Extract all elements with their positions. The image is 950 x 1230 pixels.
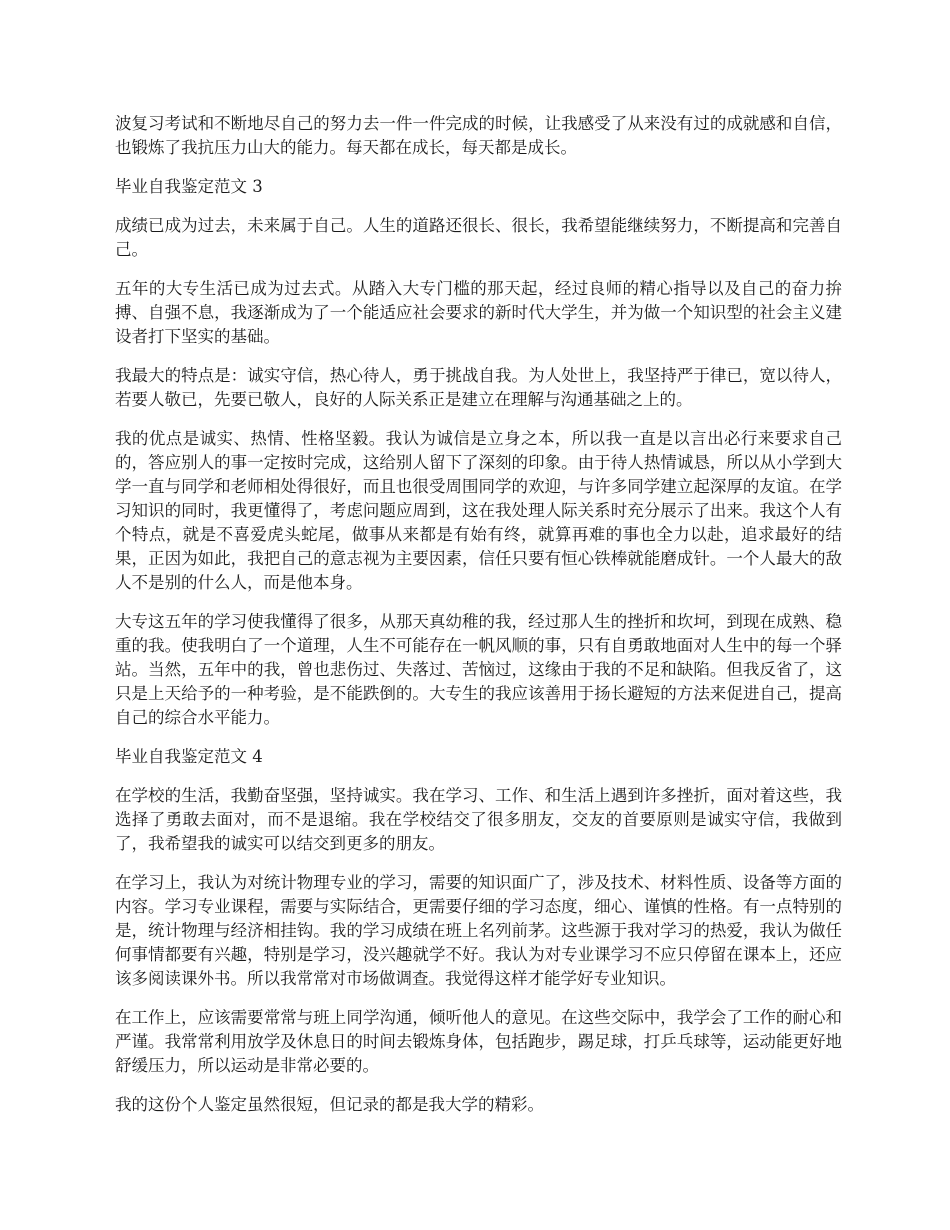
section-heading-4: 毕业自我鉴定范文 4	[115, 747, 263, 766]
paragraph-5: 我的优点是诚实、热情、性格坚毅。我认为诚信是立身之本，所以我一直是以言出必行来要求自己的，答应别人的事一定按时完成，这给别人留下了深刻的印象。由于待人热情诚恳，所以从小学到大学一直与同学和老师相处得很好，而且也很受周围同学的欢迎，与许多同学建立起深厚的友谊。在学习知识的同时，我更懂得了，考虑问题应周到，这在我处理人际关系时充分展示了出来。我这个人有个特点，就是不喜爱虎头蛇尾，做事从来都是有始有终，就算再难的事也全力以赴，追求最好的结果，正因为如此，我把自己的意志视为主要因素，信任只要有恒心铁棒就能磨成针。一个人最大的敌人不是别的什么人，而是他本身。	[115, 429, 842, 592]
paragraph-1: 波复习考试和不断地尽自己的努力去一件一件完成的时候，让我感受了从来没有过的成就感和自信，也锻炼了我抗压力山大的能力。每天都在成长，每天都是成长。	[115, 114, 842, 157]
paragraph-8: 在学习上，我认为对统计物理专业的学习，需要的知识面广了，涉及技术、材料性质、设备等方面的内容。学习专业课程，需要与实际结合，更需要仔细的学习态度，细心、谨慎的性格。有一点特别的是，统计物理与经济相挂钩。我的学习成绩在班上名列前茅。这些源于我对学习的热爱，我认为做任何事情都要有兴趣，特别是学习，没兴趣就学不好。我认为对专业课学习不应只停留在课本上，还应该多阅读课外书。所以我常常对市场做调查。我觉得这样才能学好专业知识。	[115, 873, 842, 988]
section-heading-3: 毕业自我鉴定范文 3	[115, 177, 263, 196]
paragraph-3: 五年的大专生活已成为过去式。从踏入大专门槛的那天起，经过良师的精心指导以及自己的奋力拚搏、自强不息，我逐渐成为了一个能适应社会要求的新时代大学生，并为做一个知识型的社会主义建设者打下坚实的基础。	[115, 279, 842, 346]
paragraph-2: 成绩已成为过去，未来属于自己。人生的道路还很长、很长，我希望能继续努力，不断提高和完善自己。	[115, 216, 842, 259]
paragraph-4: 我最大的特点是：诚实守信，热心待人，勇于挑战自我。为人处世上，我坚持严于律已，宽以待人，若要人敬已，先要已敬人，良好的人际关系正是建立在理解与沟通基础之上的。	[115, 366, 842, 409]
paragraph-10: 我的这份个人鉴定虽然很短，但记录的都是我大学的精彩。	[115, 1095, 544, 1114]
paragraph-7: 在学校的生活，我勤奋坚强，坚持诚实。我在学习、工作、和生活上遇到许多挫折，面对着这些，我选择了勇敢去面对，而不是退缩。我在学校结交了很多朋友，交友的首要原则是诚实守信，我做到了，我希望我的诚实可以结交到更多的朋友。	[115, 786, 842, 853]
document-page	[115, 112, 842, 1132]
paragraph-9: 在工作上，应该需要常常与班上同学沟通，倾听他人的意见。在这些交际中，我学会了工作的耐心和严谨。我常常利用放学及休息日的时间去锻炼身体，包括跑步，踢足球，打乒乓球等，运动能更好地舒缓压力，所以运动是非常必要的。	[115, 1008, 842, 1075]
paragraph-6: 大专这五年的学习使我懂得了很多，从那天真幼稚的我，经过那人生的挫折和坎坷，到现在成熟、稳重的我。使我明白了一个道理，人生不可能存在一帆风顺的事，只有自勇敢地面对人生中的每一个驿站。当然，五年中的我，曾也悲伤过、失落过、苦恼过，这缘由于我的不足和缺陷。但我反省了，这只是上天给予的一种考验，是不能跌倒的。大专生的我应该善用于扬长避短的方法来促进自己，提高自己的综合水平能力。	[115, 612, 842, 727]
